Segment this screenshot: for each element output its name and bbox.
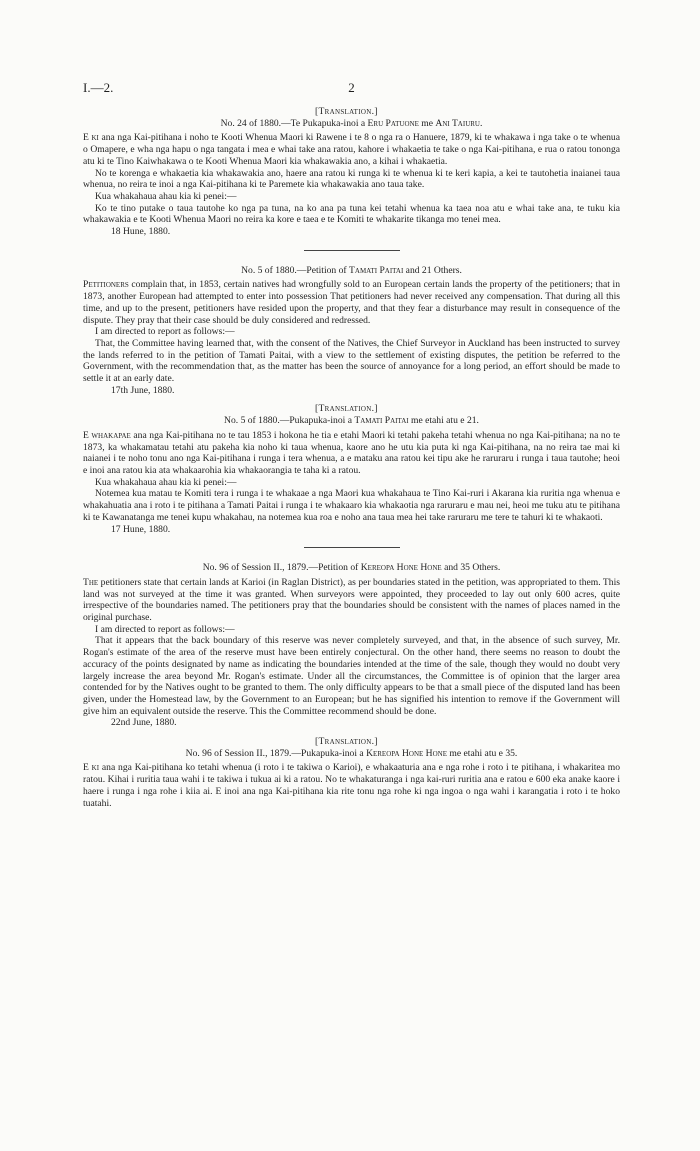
paragraph: Kua whakahaua ahau kia ki penei:—	[95, 476, 237, 488]
document-body	[83, 106, 620, 809]
section-date: 17th June, 1880.	[111, 384, 175, 396]
translation-label: [Translation.]	[315, 403, 378, 415]
section-translation-no-96	[83, 736, 620, 809]
page-number: 2	[348, 80, 355, 95]
section-title: No. 24 of 1880.—Te Pukapuka-inoi a Eru Patuone me Ani Taiuru.	[220, 117, 483, 129]
section-title: No. 96 of Session II., 1879.—Pukapuka-inoi a Kereopa Hone Hone me etahi atu e 35.	[185, 747, 518, 759]
section-translation-no-24	[83, 106, 620, 238]
paragraph: I am directed to report as follows:—	[95, 326, 235, 338]
section-divider	[304, 250, 400, 251]
section-title: No. 5 of 1880.—Pukapuka-inoi a Tamati Paitai me etahi atu e 21.	[224, 415, 479, 427]
paragraph: Kua whakahaua ahau kia ki penei:—	[95, 190, 237, 202]
section-date: 22nd June, 1880.	[111, 717, 177, 729]
paragraph: That, the Committee having learned that, with the consent of the Natives, the Chief Surveyor in Auckland has been instructed to survey the lands referred to in the petition of Tamati Paitai, with a view to the settlement of existing disputes, the petition be referred to the Government, with the recommendation that, as the matter has been the source of annoyance for a long period, an effort should be made to settle it at an early date.	[83, 337, 620, 385]
paragraph: Petitioners complain that, in 1853, certain natives had wrongfully sold to an European certain lands the property of the petitioners; that in 1873, another European had attempted to enter into possession That petitioners had never received any compensation. That during all this time, and up to the present, petitioners have resided upon the property, and that they fear a disturbance may result in consequence of the dispute. They pray that their case should be duly considered and redressed.	[83, 279, 620, 326]
section-title: No. 5 of 1880.—Petition of Tamati Paitai and 21 Others.	[241, 264, 462, 276]
paragraph: E ki ana nga Kai-pitihana ko tetahi whenua (i roto i te takiwa o Karioi), e whakaaturia ana e nga rohe i roto i te pitihana, i whakaritea mo ratou. Kihai i ruritia taua wahi i te takiwa i tukua ai ki a ratou. No te whakaturanga i nga kai-ruri ruritia ana e ratou e 600 eka anake kaore i haere i runga i nga rohe i kiia ai. E inoi ana nga Kai-pitihana kia rite tonu nga rohe ki nga ingoa o nga wahi i karangatia i roto i te hoko tuatahi.	[83, 762, 621, 809]
paragraph: Notemea kua matau te Komiti tera i runga i te whakaae a nga Maori kua whakahaua te Tino Kai-ruri i Akarana kia ruritia nga whenua e whakahuatia ana i roto i te pitihana a Tamati Paitai i runga i te whakaaro kia whakaotia nga raruraru e mau nei, heoi me tuku atu te pitihana ki te Kawanatanga me tenei kupu whakahau, na notemea kua roa e noho ana taua mea hei take raruraru me tere te tahuri ki te whakaoti.	[83, 488, 620, 523]
page-header	[83, 80, 620, 94]
section-date: 18 Hune, 1880.	[111, 226, 171, 238]
section-date: 17 Hune, 1880.	[111, 523, 171, 535]
paragraph: The petitioners state that certain lands at Karioi (in Raglan District), as per boundaries stated in the petition, was appropriated to them. This land was not surveyed at the time it was granted. When surveyors were appointed, they proceeded to lay out only 600 acres, quite irrespective of the boundaries named. The petitioners pray that the boundaries should be consistent with the names of places named in the original purchase.	[83, 576, 620, 624]
section-title: No. 96 of Session II., 1879.—Petition of Kereopa Hone Hone and 35 Others.	[202, 562, 501, 574]
paragraph: No te korenga e whakaetia kia whakawakia ano, haere ana ratou ki runga ki te whenua ki te keri kapia, a kei te tautohetia inaianei taua whenua, no reira te inoi a nga Kai-pitihana ki te Paremete kia whakawakia ano taua take.	[83, 167, 620, 191]
paragraph: E whakapae ana nga Kai-pitihana no te tau 1853 i hokona he tia e etahi Maori ki tetahi pakeha tetahi whenua no nga Kai-pitihana; na no te 1873, ka whakamatau tetahi atu pakeha kia noho ki taua whenua, kaore ano he utu kia puta ki nga Kai-pitihana, na no reira tae mai ki naianei i te noho tonu ano nga Kai-pitihana i runga i tera whenua, a e mataku ana ratou kei tipu ake he raruraru i runga i taua tautohe; heoi e inoi ana ratou kia ata whakaarohia kia whakaorangia te taha ki a ratou.	[83, 429, 621, 476]
section-divider	[304, 547, 400, 548]
section-petition-no-96	[83, 562, 620, 729]
translation-label: [Translation.]	[315, 736, 378, 748]
paper-reference: I.—2.	[83, 80, 114, 95]
paragraph: Ko te tino putake o taua tautohe ko nga pa tuna, na ko ana pa tuna kei tetahi whenua ka taea noa atu e whai take ana, te tuku kia whakawakia e te Kooti Whenua Maori no reira ka kore e taea e te Komiti te whakarite tikanga mo tenei mea.	[83, 202, 620, 226]
paragraph: That it appears that the back boundary of this reserve was never completely surveyed, and that, in the absence of such survey, Mr. Rogan's estimate of the area of the reserve must have been entirely conjectural. On the other hand, there seems no reason to doubt the accuracy of the points designated by name as indicating the boundaries intended at the time of the sale, though they would no doubt very largely increase the area beyond Mr. Rogan's estimate. Under all the circumstances, the Committee is of opinion that the larger area contended for by the Natives ought to be granted to them. The only difficulty appears to be that a small piece of the disputed land has been given, under the Homestead law, by the Government to an European; but he has signified his intention to remove if the Government will give him an equivalent outside the reserve. This the Committee recommend should be done.	[83, 635, 620, 717]
paragraph: E ki ana nga Kai-pitihana i noho te Kooti Whenua Maori ki Rawene i te 8 o nga ra o Hanuere, 1879, ki te whakawa i nga take o te whenua o Omapere, e wha nga hapu o nga tangata i mea e whai take ana ratou, kahore i whakaetia te take o nga Kai-pitihana, e rua o ratou tononga atu ki te Tino Kaiwhakawa o te Kooti Whenua Maori kia whakawakia ano, a kihai i whakaetia.	[83, 132, 620, 167]
section-petition-no-5	[83, 265, 620, 397]
translation-label: [Translation.]	[315, 106, 378, 117]
section-translation-no-5	[83, 403, 620, 535]
paragraph: I am directed to report as follows:—	[95, 623, 235, 635]
